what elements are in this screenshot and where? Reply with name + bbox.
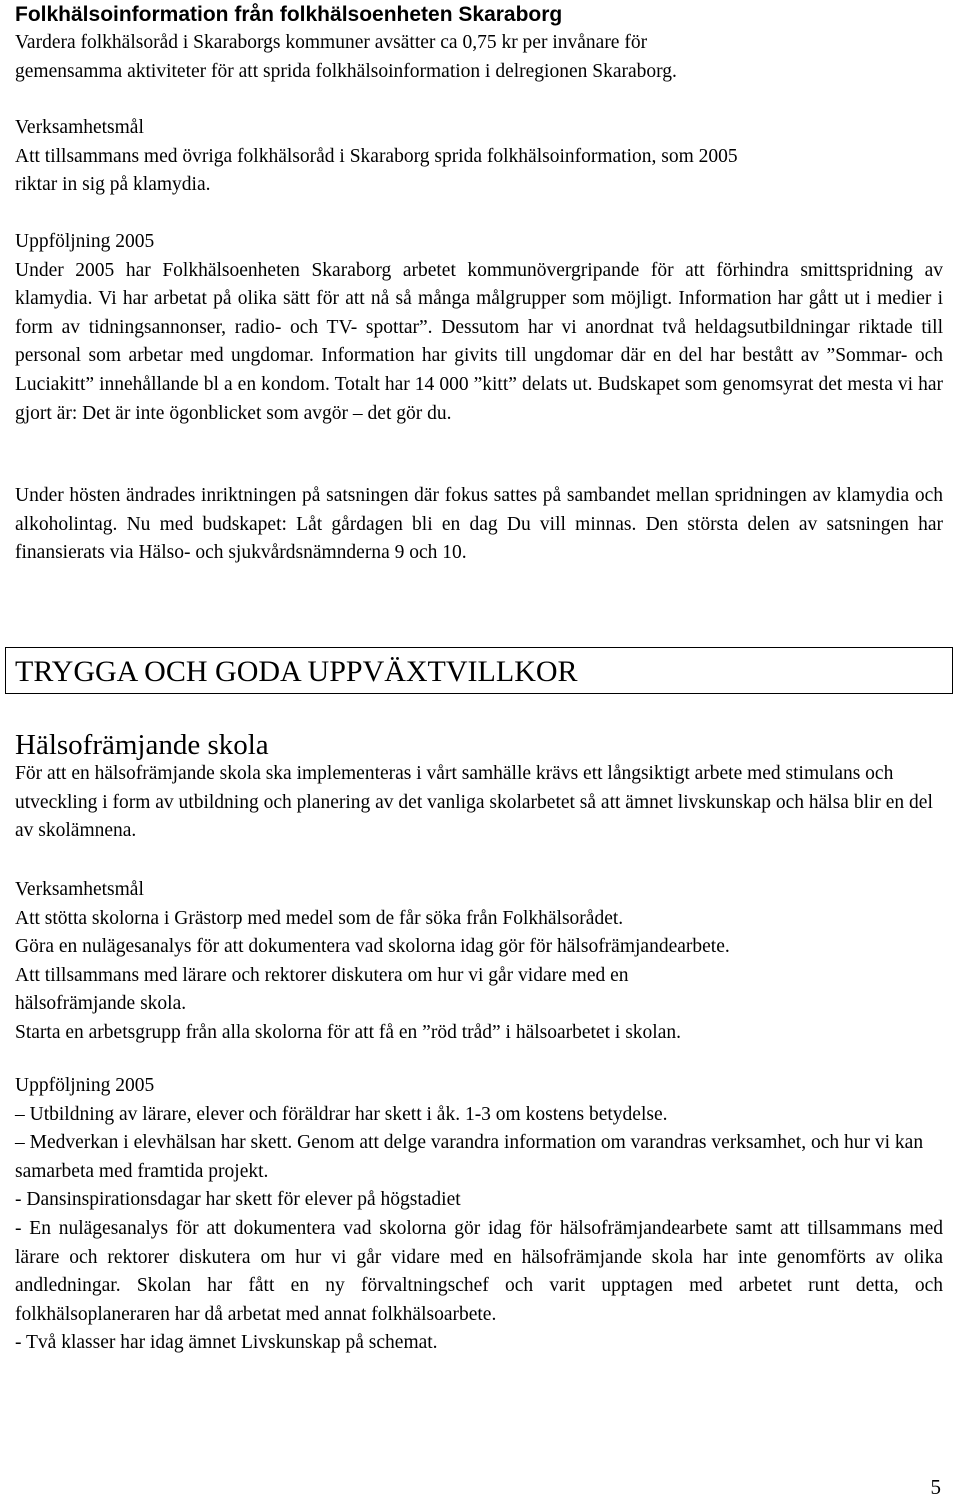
goal-item: Göra en nulägesanalys för att dokumentera vad skolorna idag gör för hälsofrämjandearbete. [15, 936, 730, 958]
goal-item: Starta en arbetsgrupp från alla skolorna för att få en ”röd tråd” i hälsoarbetet i skolan. [15, 1021, 681, 1043]
section2-followup-heading: Uppföljning 2005 [15, 1075, 155, 1096]
section2-followup-block [15, 1072, 943, 1358]
section1-goal-heading: Verksamhetsmål [15, 117, 144, 138]
goal-item: Att stötta skolorna i Grästorp med medel som de får söka från Folkhälsorådet. [15, 907, 624, 929]
section1-goal-line2: riktar in sig på klamydia. [15, 174, 211, 196]
section1-followup-text: Under 2005 har Folkhälsoenheten Skaraborg arbetet kommunövergripande för att förhindra smittspridning av klamydia. Vi har arbetat på olika sätt för att nå så många målgrupper som möjligt. Information har gått ut i medier i form av tidningsannonser, radio- och TV- spottar”. Dessutom har vi anordnat två heldagsutbildningar riktade till personal som arbetar med ungdomar. Information har givits till ungdomar där en del har bestått av ”Sommar- och Luciakitt” innehållande bl a en kondom. Totalt har 14 000 ”kitt” delats ut. Budskapet som genomsyrat det mesta vi har gjort är: Det är inte ögonblicket som avgör – det gör du. [15, 259, 943, 424]
section1-followup-heading: Uppföljning 2005 [15, 231, 155, 252]
goal-item: hälsofrämjande skola. [15, 993, 187, 1015]
section2-intro: För att en hälsofrämjande skola ska implementeras i vårt samhälle krävs ett långsiktigt arbete med stimulans och utveckling i form av utbildning och planering av det vanliga skolarbetet så att ämnet livskunskap och hälsa blir en del av skolämnena. [15, 763, 933, 842]
followup-item: - Två klasser har idag ämnet Livskunskap på schemat. [15, 1332, 438, 1354]
goal-item: Att tillsammans med lärare och rektorer diskutera om hur vi går vidare med en [15, 964, 629, 986]
section1-block [15, 0, 943, 86]
followup-item: - Dansinspirationsdagar har skett för elever på högstadiet [15, 1189, 461, 1211]
section1-intro-line1: Vardera folkhälsoråd i Skaraborgs kommuner avsätter ca 0,75 kr per invånare för [15, 32, 648, 53]
section2-title: Hälsofrämjande skola [15, 729, 269, 761]
section1-followup-block [15, 228, 943, 428]
section1-goal-block [15, 114, 943, 200]
section2-goal-heading: Verksamhetsmål [15, 879, 144, 900]
followup-item: – Medverkan i elevhälsan har skett. Genom att delge varandra information om varandras verksamhet, och hur vi kan samarbeta med framtida projekt. [15, 1132, 924, 1182]
section1-autumn-text: Under hösten ändrades inriktningen på satsningen där fokus sattes på sambandet mellan spridningen av klamydia och alkoholintag. Nu med budskapet: Låt gårdagen bli en dag Du vill minnas. Den största delen av satsningen har finansierats via Hälso- och sjukvårdsnämnderna 9 och 10. [15, 485, 943, 564]
section1-goal-line1: Att tillsammans med övriga folkhälsoråd i Skaraborg sprida folkhälsoinformation, som 2005 [15, 145, 738, 167]
section2-goals-block [15, 876, 943, 1048]
section1-autumn-block [15, 482, 943, 568]
section1-intro-line2: gemensamma aktiviteter för att sprida folkhälsoinformation i delregionen Skaraborg. [15, 60, 677, 82]
page-number: 5 [930, 1475, 941, 1499]
boxed-section-heading: TRYGGA OCH GODA UPPVÄXTVILLKOR [5, 647, 953, 694]
section1-title: Folkhälsoinformation från folkhälsoenheten Skaraborg [15, 3, 563, 26]
section2-intro-block [15, 760, 943, 846]
followup-item: - En nulägesanalys för att dokumentera vad skolorna gör idag för hälsofrämjandearbete samt att tillsammans med lärare och rektorer diskutera om hur vi går vidare med en hälsofrämjande skola har inte genomförts av olika andledningar. Skolan har fått en ny förvaltningschef och varit upptagen med arbetet runt detta, och folkhälsoplaneraren har då arbetat med annat folkhälsoarbete. [15, 1217, 943, 1325]
followup-item: – Utbildning av lärare, elever och föräldrar har skett i åk. 1-3 om kostens betydelse. [15, 1103, 668, 1125]
